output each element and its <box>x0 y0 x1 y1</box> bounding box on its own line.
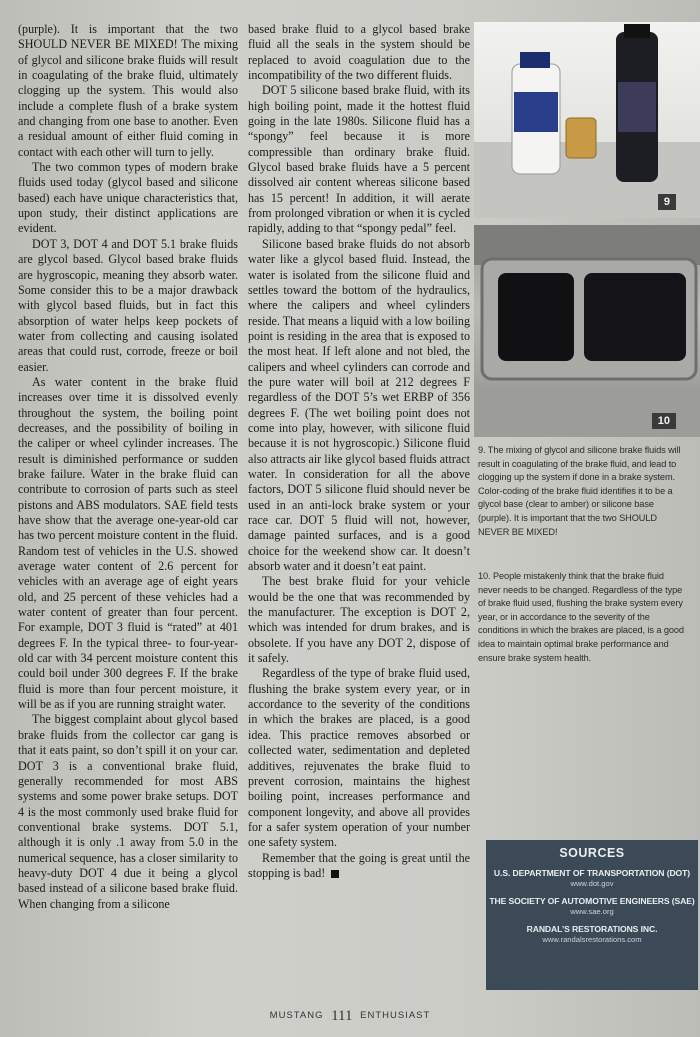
paragraph: based brake fluid to a glycol based brake fluid all the seals in the system should be replaced to avoid coagulation due to the incompatibility of the two different fluids. <box>248 22 470 83</box>
footer-magazine-name-left: MUSTANG <box>269 1010 324 1021</box>
paragraph: As water content in the brake fluid increases over time it is dissolved evenly throughout the system, the boiling point decreases, and the possibility of boiling in the caliper or wheel cylinder increases. The result is diminished performance or sudden brake failure. Water in the brake fluid can contribute to corrosion of parts such as steel pistons and ABS modulators. SAE field tests have show that the average one-year-old car has two percent moisture content in the fluid. Random test of vehicles in the U.S. showed average water content of 2.6 percent for vehicles with an average age of eight years old, and 25 percent of these vehicles had a water content of greater than four percent. For example, DOT 3 fluid is “rated” at 401 degrees F. In the typical three- to four-year-old car with 34 percent moisture content this could boil under 300 degrees F. If the brake fluid is more than four percent moisture, it will be as if you are running straight water. <box>18 374 238 712</box>
paragraph-last <box>248 851 470 882</box>
master-cylinder-illustration <box>474 225 700 437</box>
brake-fluid-bottles-illustration <box>474 22 700 218</box>
paragraph: The two common types of modern brake fluids used today (glycol based and silicone based) each have unique characteristics that, upon study, their distinct applications are evident. <box>18 160 238 236</box>
page-number: 111 <box>331 1008 353 1024</box>
page-footer <box>0 1008 700 1025</box>
source-name: RANDAL’S RESTORATIONS INC. <box>526 924 658 934</box>
photo-number-badge: 10 <box>652 413 676 429</box>
article-column-2 <box>248 22 470 881</box>
photo-brake-fluid-bottles <box>474 22 700 218</box>
article-column-1 <box>18 22 238 912</box>
paragraph: The best brake fluid for your vehicle would be the one that was recommended by the manufacturer. The exception is DOT 2, which was intended for drum brakes, and is obsolete. If you have any DOT 2, dispose of it safely. <box>248 574 470 666</box>
source-url[interactable]: www.dot.gov <box>570 879 614 888</box>
photo-caption-10: 10. People mistakenly think that the brake fluid never needs to be changed. Regardless of the type of brake fluid used, flushing the brake system every year, or in accordance to the severity of the conditions in which the brakes are placed, is a good idea to maintain optimal brake performance and ensure brake system health. <box>478 571 684 664</box>
source-item <box>486 924 698 944</box>
footer-magazine-name-right: ENTHUSIAST <box>360 1010 431 1021</box>
sources-box <box>486 840 698 990</box>
source-name: THE SOCIETY OF AUTOMOTIVE ENGINEERS (SAE) <box>489 896 695 906</box>
paragraph: Regardless of the type of brake fluid used, flushing the brake system every year, or in accordance to the severity of the conditions in which the brakes are placed, is a good idea. This practice removes absorbed or collected water, sedimentation and depleted additives, rejuvenates the brake fluid to prevent corrosion, maintains the highest boiling point, increases performance and component longevity, and above all provides for a safer system operation of your number one safety system. <box>248 666 470 850</box>
closing-sentence: Remember that the going is great until the stopping is bad! <box>248 850 470 880</box>
source-url[interactable]: www.sae.org <box>570 907 614 916</box>
source-item <box>486 896 698 916</box>
source-url[interactable]: www.randalsrestorations.com <box>542 935 642 944</box>
paragraph: (purple). It is important that the two SHOULD NEVER BE MIXED! The mixing of glycol and silicone brake fluids will result in coagulating of the brake fluid, ultimately clogging up the system. This would also include a complete flush of a brake system and changing from one base to another. Even a residual amount of either fluid coming in contact with each other will turn to jelly. <box>18 22 238 159</box>
photo-master-cylinder <box>474 225 700 437</box>
photo-number-badge: 9 <box>658 194 676 210</box>
sources-title: SOURCES <box>559 846 625 860</box>
paragraph: The biggest complaint about glycol based brake fluids from the collector car gang is that it eats paint, so don’t spill it on your car. DOT 3 is a conventional brake fluid, generally recommended for most ABS systems and some power brake setups. DOT 4 is the most commonly used brake fluid for conventional brake systems. DOT 5.1, although it is only .1 away from 5.0 in the numerical sequence, has a closer similarity to heavy-duty DOT 4 due it being a glycol based instead of a silicone based brake fluid. When changing from a silicone <box>18 712 238 911</box>
source-item <box>486 868 698 888</box>
paragraph: DOT 5 silicone based brake fluid, with its high boiling point, made it the hottest fluid going in the late 1980s. Silicone fluid has a “spongy” feel because it is more compressible than ordinary brake fluid. Glycol based brake fluids have a 5 percent dissolved air content whereas silicone based has 15 percent! In addition, it will aerate from prolonged vibration or when it is cycled rapidly, adding to that “spongy pedal” feel. <box>248 83 470 236</box>
end-of-article-mark-icon <box>331 870 339 878</box>
source-name: U.S. DEPARTMENT OF TRANSPORTATION (DOT) <box>493 868 691 878</box>
paragraph: Silicone based brake fluids do not absorb water like a glycol based fluid. Instead, the water is isolated from the silicone fluid and settles toward the bottom of the hydraulics, where the calipers and wheel cylinders reside. That means a liquid with a low boiling point is residing in the area that is exposed to the most heat. If left alone and not bled, the calipers and wheel cylinders can corrode and the pure water will boil at 212 degrees F regardless of the DOT 5’s wet ERBP of 356 degrees F. (The wet boiling point does not come into play, however, with silicone fluid because it is not hygroscopic.) Silicone fluid also attracts air like glycol based fluids attract water. In consideration for all the above factors, DOT 5 silicone fluid should never be used in an anti-lock brake system or your race car. DOT 5 fluid will not, however, damage painted surfaces, and is a good choice for the weekend show car. It doesn’t absorb water and it doesn’t eat paint. <box>248 236 470 574</box>
paragraph: DOT 3, DOT 4 and DOT 5.1 brake fluids are glycol based. Glycol based brake fluids are hygroscopic, meaning they absorb water. Some consider this to be a major drawback with glycol based fluids, but in fact this absorption of water helps keep pockets of water from collecting and causing isolated areas that could rust, corrode, freeze or boil easier. <box>18 236 238 374</box>
photo-caption-9: 9. The mixing of glycol and silicone brake fluids will result in coagulating of the brake fluid, and lead to clogging up the system if done in a brake system. Color-coding of the brake fluid identifies it to be a glycol base (clear to amber) or silicone base (purple). It is important that the two SHOULD NEVER BE MIXED! <box>478 445 681 538</box>
